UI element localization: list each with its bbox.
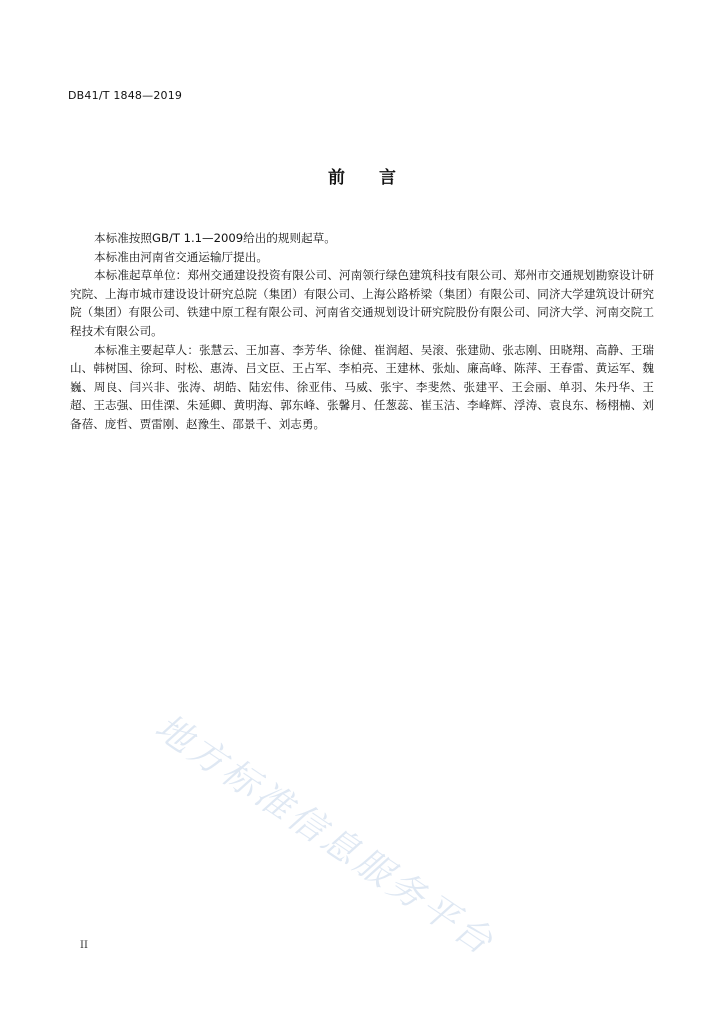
document-code: DB41/T 1848—2019 [68, 89, 183, 102]
paragraph-drafters: 本标准主要起草人：张慧云、王加喜、李芳华、徐健、崔润超、吴滚、张建勋、张志刚、田晓翔、高静、王瑞山、韩树国、徐珂、时松、惠涛、吕文臣、王占军、李柏亮、王建林、张灿、廉高峰、陈萍、王春雷、黄运军、魏巍、周良、闫兴非、张涛、胡皓、陆宏伟、徐亚伟、马威、张宇、李斐然、张建平、王会丽、单羽、朱丹华、王超、王志强、田佳溧、朱延卿、黄明海、郭东峰、张馨月、任葱蕊、崔玉洁、李峰辉、浮涛、袁良东、杨栩楠、刘备蓓、庞哲、贾雷刚、赵豫生、邵景千、刘志勇。 [70, 342, 654, 431]
page-title: 前 言 [328, 168, 410, 188]
page-number: II [80, 940, 88, 951]
paragraph-drafting-rules: 本标准按照GB/T 1.1—2009给出的规则起草。 [94, 231, 336, 245]
paragraph-drafting-units: 本标准起草单位：郑州交通建设投资有限公司、河南领行绿色建筑科技有限公司、郑州市交通规划勘察设计研究院、上海市城市建设设计研究总院（集团）有限公司、上海公路桥梁（集团）有限公司、同济大学建筑设计研究院（集团）有限公司、铁建中原工程有限公司、河南省交通规划设计研究院股份有限公司、同济大学、河南交院工程技术有限公司。 [70, 268, 654, 338]
foreword-body [70, 229, 654, 434]
paragraph-proposer: 本标准由河南省交通运输厅提出。 [94, 249, 268, 264]
watermark: 地方标准信息服务平台 [147, 706, 503, 965]
